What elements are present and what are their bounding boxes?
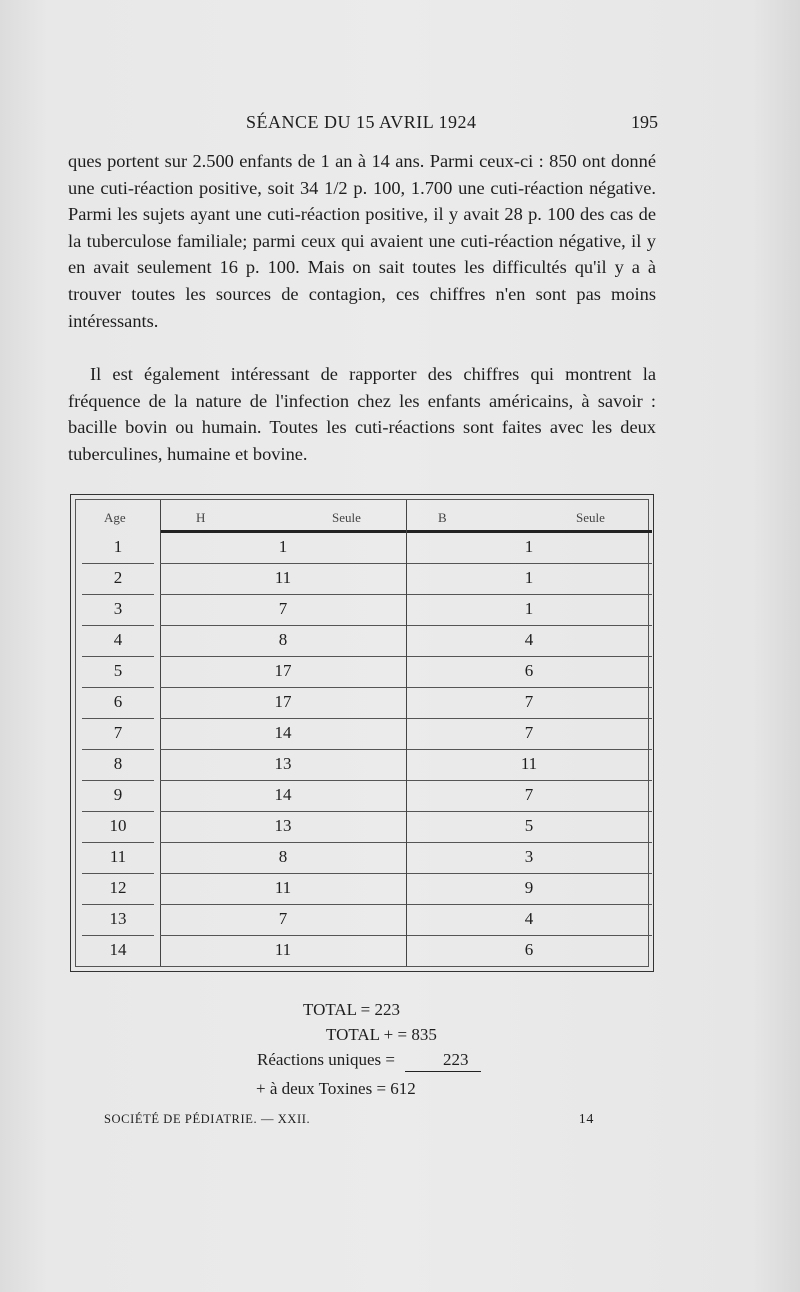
running-header xyxy=(110,112,658,138)
cell-b: 1 xyxy=(524,599,534,618)
footer-society: SOCIÉTÉ DE PÉDIATRIE. — XXII. xyxy=(104,1112,311,1126)
table-row xyxy=(76,905,648,936)
header-title: SÉANCE DU 15 AVRIL 1924 xyxy=(246,112,477,132)
page-footer xyxy=(104,1112,594,1127)
cell-age: 9 xyxy=(113,785,123,804)
cell-b: 5 xyxy=(524,816,534,835)
deux-toxines-line: + à deux Toxines = 612 xyxy=(256,1079,416,1098)
table-row xyxy=(76,750,648,781)
paragraph-2: Il est également intéressant de rapporter des chiffres qui montrent la fréquence de la nature de l'infection chez les enfants américains, à savoir : bacille bovin ou humain. Toutes les cuti-réactions sont faites avec les deux tuberculines, humaine et bovine. xyxy=(68,364,656,464)
cell-h: 8 xyxy=(278,847,288,866)
cell-h: 8 xyxy=(278,630,288,649)
page-number: 195 xyxy=(631,112,658,132)
table-row xyxy=(76,781,648,812)
cell-age: 3 xyxy=(113,599,123,618)
cell-age: 12 xyxy=(109,878,127,897)
table-row xyxy=(76,874,648,905)
header-b: B xyxy=(438,510,447,525)
cell-age: 10 xyxy=(109,816,127,835)
header-h-seule: Seule xyxy=(332,510,361,525)
reactions-uniques-label: Réactions uniques = xyxy=(257,1050,396,1069)
cell-h: 17 xyxy=(274,661,292,680)
header-b-seule: Seule xyxy=(576,510,605,525)
table-row xyxy=(76,843,648,874)
cell-b: 7 xyxy=(524,785,534,804)
table-row xyxy=(76,688,648,719)
cell-b: 6 xyxy=(524,661,534,680)
table-row xyxy=(76,595,648,626)
cell-age: 4 xyxy=(113,630,123,649)
cell-h: 11 xyxy=(274,940,292,959)
cell-b: 6 xyxy=(524,940,534,959)
cell-h: 7 xyxy=(278,909,288,928)
cell-b: 1 xyxy=(524,537,534,556)
footer-signature: 14 xyxy=(578,1112,594,1127)
table-row xyxy=(76,626,648,657)
cell-h: 17 xyxy=(274,692,292,711)
cell-age: 1 xyxy=(113,537,123,556)
cell-b: 4 xyxy=(524,630,534,649)
cell-h: 11 xyxy=(274,568,292,587)
table-row xyxy=(76,533,648,564)
table-row xyxy=(76,936,648,967)
cell-age: 13 xyxy=(109,909,127,928)
cell-h: 13 xyxy=(274,754,292,773)
sum-rule xyxy=(405,1071,481,1072)
table-row xyxy=(76,657,648,688)
cell-age: 14 xyxy=(109,940,127,959)
cell-age: 5 xyxy=(113,661,123,680)
cell-h: 1 xyxy=(278,537,288,556)
data-table xyxy=(70,494,654,972)
header-h: H xyxy=(196,510,206,525)
cell-age: 7 xyxy=(113,723,123,742)
total-line: TOTAL = 223 xyxy=(303,1000,400,1019)
total-plus-line: TOTAL + = 835 xyxy=(326,1025,437,1044)
paragraph-1: ques portent sur 2.500 enfants de 1 an à 14 ans. Parmi ceux-ci : 850 ont donné une cuti-réaction positive, soit 34 1/2 p. 100, 1.700 une cuti-réaction négative. Parmi les sujets ayant une cuti-réaction positive, il y avait 28 p. 100 des cas de la tuberculose familiale; parmi ceux qui avaient une cuti-réaction négative, il y en avait seulement 16 p. 100. Mais on sait toutes les difficultés qu'il y a à trouver toutes les sources de contagion, ces chiffres n'en sont pas moins intéressants. xyxy=(68,151,656,331)
cell-age: 6 xyxy=(113,692,123,711)
cell-h: 7 xyxy=(278,599,288,618)
table-header xyxy=(76,500,648,532)
cell-b: 3 xyxy=(524,847,534,866)
cell-h: 14 xyxy=(274,785,292,804)
cell-b: 9 xyxy=(524,878,534,897)
cell-b: 1 xyxy=(524,568,534,587)
cell-b: 7 xyxy=(524,723,534,742)
header-age: Age xyxy=(104,510,126,525)
cell-h: 14 xyxy=(274,723,292,742)
cell-age: 8 xyxy=(113,754,123,773)
table-row xyxy=(76,564,648,595)
table-row xyxy=(76,812,648,843)
cell-b: 4 xyxy=(524,909,534,928)
table-row xyxy=(76,719,648,750)
cell-h: 11 xyxy=(274,878,292,897)
cell-b: 11 xyxy=(520,754,538,773)
reactions-uniques-value: 223 xyxy=(443,1050,469,1069)
cell-b: 7 xyxy=(524,692,534,711)
cell-age: 11 xyxy=(109,847,127,866)
cell-age: 2 xyxy=(113,568,123,587)
cell-h: 13 xyxy=(274,816,292,835)
